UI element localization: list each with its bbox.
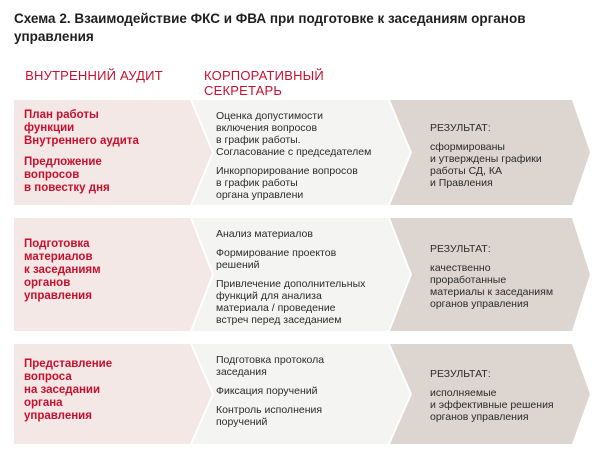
result-text xyxy=(430,122,542,189)
audit-step-text xyxy=(24,358,112,423)
process-row-schedule xyxy=(14,100,590,205)
result-text xyxy=(430,368,554,423)
audit-step-text xyxy=(24,109,139,195)
secretary-step-line: Формирование проектов решений xyxy=(216,247,337,271)
audit-step-line: План работы функции Внутреннего аудита xyxy=(24,109,139,147)
result-text xyxy=(430,243,553,310)
audit-step-text xyxy=(24,238,101,303)
process-row-materials xyxy=(14,218,590,331)
result-label: РЕЗУЛЬТАТ: xyxy=(430,122,491,134)
secretary-step-line: Анализ материалов xyxy=(216,228,313,240)
secretary-step-line: Привлечение дополнительных функций для анализа материала / проведение встреч перед заседанием xyxy=(216,278,366,326)
result-body: исполняемые и эффективные решения органов управления xyxy=(430,387,554,423)
result-label: РЕЗУЛЬТАТ: xyxy=(430,243,491,255)
secretary-step-line: Фиксация поручений xyxy=(216,385,318,397)
result-body: сформированы и утверждены графики работы СД, КА и Правления xyxy=(430,141,542,189)
secretary-step-text xyxy=(216,354,324,428)
column-header-internal-audit: ВНУТРЕННИЙ АУДИТ xyxy=(25,68,163,83)
process-row-meeting xyxy=(14,344,590,444)
secretary-step-text xyxy=(216,228,365,333)
result-label: РЕЗУЛЬТАТ: xyxy=(430,368,491,380)
diagram-title: Схема 2. Взаимодействие ФКС и ФВА при подготовке к заседаниям органов управления xyxy=(14,11,526,44)
result-body: качественно проработанные материалы к заседаниям органов управления xyxy=(430,262,554,310)
secretary-step-text xyxy=(216,110,371,201)
secretary-step-line: Инкорпорирование вопросов в график работы органа управлени xyxy=(216,165,358,201)
column-header-corporate-secretary: КОРПОРАТИВНЫЙ СЕКРЕТАРЬ xyxy=(204,68,324,98)
secretary-step-line: Оценка допустимости включения вопросов в график работы. Согласование с председателем xyxy=(216,110,372,158)
audit-step-line: Подготовка материалов к заседаниям органов управления xyxy=(24,238,101,302)
audit-step-line: Предложение вопросов в повестку дня xyxy=(24,156,110,194)
audit-step-line: Представление вопроса на заседании органа управления xyxy=(24,358,113,422)
secretary-step-line: Контроль исполнения поручений xyxy=(216,404,323,428)
secretary-step-line: Подготовка протокола заседания xyxy=(216,354,325,378)
